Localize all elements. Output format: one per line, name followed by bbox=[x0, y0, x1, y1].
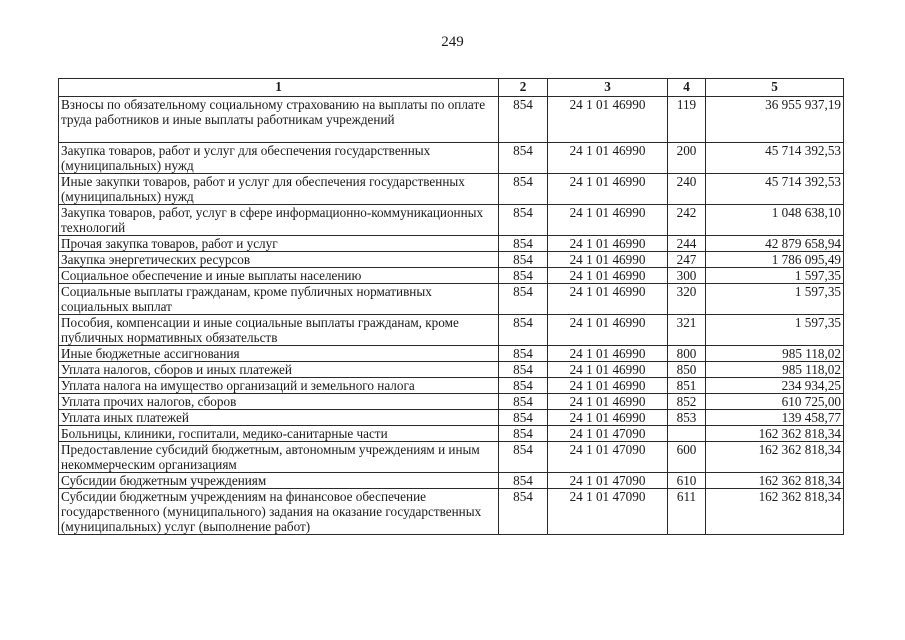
expense-type-cell: 242 bbox=[668, 205, 706, 236]
target-article-cell: 24 1 01 46990 bbox=[548, 410, 668, 426]
row-description: Взносы по обязательному социальному страхованию на выплаты по оплате труда работников и иные выплаты работникам учреждений bbox=[59, 97, 499, 143]
amount-cell: 1 597,35 bbox=[706, 284, 844, 315]
row-description: Иные бюджетные ассигнования bbox=[59, 346, 499, 362]
target-article-cell: 24 1 01 46990 bbox=[548, 268, 668, 284]
table-row bbox=[59, 252, 844, 268]
ministry-code-cell: 854 bbox=[499, 205, 548, 236]
header-row bbox=[59, 79, 844, 97]
table-row bbox=[59, 174, 844, 205]
table-row bbox=[59, 410, 844, 426]
target-article-cell: 24 1 01 47090 bbox=[548, 473, 668, 489]
row-description: Уплата налога на имущество организаций и земельного налога bbox=[59, 378, 499, 394]
ministry-code-cell: 854 bbox=[499, 473, 548, 489]
row-description: Уплата прочих налогов, сборов bbox=[59, 394, 499, 410]
row-description: Пособия, компенсации и иные социальные выплаты гражданам, кроме публичных нормативных обязательств bbox=[59, 315, 499, 346]
amount-cell: 162 362 818,34 bbox=[706, 489, 844, 535]
table-row bbox=[59, 362, 844, 378]
amount-cell: 985 118,02 bbox=[706, 346, 844, 362]
expense-type-cell: 853 bbox=[668, 410, 706, 426]
amount-cell: 234 934,25 bbox=[706, 378, 844, 394]
ministry-code-cell: 854 bbox=[499, 410, 548, 426]
target-article-cell: 24 1 01 46990 bbox=[548, 394, 668, 410]
expense-type-cell: 321 bbox=[668, 315, 706, 346]
ministry-code-cell: 854 bbox=[499, 489, 548, 535]
ministry-code-cell: 854 bbox=[499, 394, 548, 410]
expense-type-cell: 852 bbox=[668, 394, 706, 410]
ministry-code-cell: 854 bbox=[499, 97, 548, 143]
expense-type-cell: 300 bbox=[668, 268, 706, 284]
table-row bbox=[59, 442, 844, 473]
ministry-code-cell: 854 bbox=[499, 174, 548, 205]
row-description: Субсидии бюджетным учреждениям на финансовое обеспечение государственного (муниципального) задания на оказание государственных (муниципальных) услуг (выполнение работ) bbox=[59, 489, 499, 535]
target-article-cell: 24 1 01 46990 bbox=[548, 252, 668, 268]
ministry-code-cell: 854 bbox=[499, 426, 548, 442]
table-row bbox=[59, 97, 844, 143]
table-row bbox=[59, 346, 844, 362]
ministry-code-cell: 854 bbox=[499, 362, 548, 378]
amount-cell: 1 786 095,49 bbox=[706, 252, 844, 268]
table-body bbox=[59, 97, 844, 535]
table-row bbox=[59, 236, 844, 252]
amount-cell: 610 725,00 bbox=[706, 394, 844, 410]
expense-type-cell: 244 bbox=[668, 236, 706, 252]
ministry-code-cell: 854 bbox=[499, 236, 548, 252]
row-description: Больницы, клиники, госпитали, медико-санитарные части bbox=[59, 426, 499, 442]
ministry-code-cell: 854 bbox=[499, 378, 548, 394]
column-header-1: 1 bbox=[59, 79, 499, 97]
amount-cell: 162 362 818,34 bbox=[706, 426, 844, 442]
target-article-cell: 24 1 01 46990 bbox=[548, 346, 668, 362]
row-description: Субсидии бюджетным учреждениям bbox=[59, 473, 499, 489]
expense-type-cell: 600 bbox=[668, 442, 706, 473]
target-article-cell: 24 1 01 46990 bbox=[548, 205, 668, 236]
page-number: 249 bbox=[441, 34, 464, 50]
ministry-code-cell: 854 bbox=[499, 346, 548, 362]
ministry-code-cell: 854 bbox=[499, 442, 548, 473]
amount-cell: 36 955 937,19 bbox=[706, 97, 844, 143]
table-row bbox=[59, 489, 844, 535]
column-header-3: 3 bbox=[548, 79, 668, 97]
table-row bbox=[59, 205, 844, 236]
table-row bbox=[59, 426, 844, 442]
table-header bbox=[59, 79, 844, 97]
target-article-cell: 24 1 01 46990 bbox=[548, 97, 668, 143]
expense-type-cell: 320 bbox=[668, 284, 706, 315]
row-description: Закупка энергетических ресурсов bbox=[59, 252, 499, 268]
ministry-code-cell: 854 bbox=[499, 315, 548, 346]
column-header-4: 4 bbox=[668, 79, 706, 97]
amount-cell: 42 879 658,94 bbox=[706, 236, 844, 252]
target-article-cell: 24 1 01 46990 bbox=[548, 315, 668, 346]
target-article-cell: 24 1 01 46990 bbox=[548, 236, 668, 252]
column-header-5: 5 bbox=[706, 79, 844, 97]
target-article-cell: 24 1 01 46990 bbox=[548, 174, 668, 205]
expense-type-cell: 240 bbox=[668, 174, 706, 205]
amount-cell: 139 458,77 bbox=[706, 410, 844, 426]
row-description: Прочая закупка товаров, работ и услуг bbox=[59, 236, 499, 252]
target-article-cell: 24 1 01 47090 bbox=[548, 489, 668, 535]
amount-cell: 162 362 818,34 bbox=[706, 473, 844, 489]
amount-cell: 1 597,35 bbox=[706, 268, 844, 284]
ministry-code-cell: 854 bbox=[499, 268, 548, 284]
expense-type-cell: 800 bbox=[668, 346, 706, 362]
ministry-code-cell: 854 bbox=[499, 252, 548, 268]
amount-cell: 985 118,02 bbox=[706, 362, 844, 378]
expense-type-cell: 611 bbox=[668, 489, 706, 535]
target-article-cell: 24 1 01 46990 bbox=[548, 284, 668, 315]
budget-table bbox=[58, 78, 844, 535]
ministry-code-cell: 854 bbox=[499, 143, 548, 174]
amount-cell: 1 597,35 bbox=[706, 315, 844, 346]
expense-type-cell: 200 bbox=[668, 143, 706, 174]
row-description: Социальные выплаты гражданам, кроме публичных нормативных социальных выплат bbox=[59, 284, 499, 315]
column-header-2: 2 bbox=[499, 79, 548, 97]
target-article-cell: 24 1 01 47090 bbox=[548, 426, 668, 442]
row-description: Иные закупки товаров, работ и услуг для обеспечения государственных (муниципальных) нужд bbox=[59, 174, 499, 205]
table-row bbox=[59, 378, 844, 394]
expense-type-cell: 610 bbox=[668, 473, 706, 489]
expense-type-cell: 851 bbox=[668, 378, 706, 394]
target-article-cell: 24 1 01 47090 bbox=[548, 442, 668, 473]
table-row bbox=[59, 394, 844, 410]
row-description: Закупка товаров, работ и услуг для обеспечения государственных (муниципальных) нужд bbox=[59, 143, 499, 174]
row-description: Закупка товаров, работ, услуг в сфере информационно-коммуникационных технологий bbox=[59, 205, 499, 236]
table-row bbox=[59, 143, 844, 174]
amount-cell: 45 714 392,53 bbox=[706, 143, 844, 174]
ministry-code-cell: 854 bbox=[499, 284, 548, 315]
target-article-cell: 24 1 01 46990 bbox=[548, 143, 668, 174]
table-row bbox=[59, 268, 844, 284]
row-description: Социальное обеспечение и иные выплаты населению bbox=[59, 268, 499, 284]
table-row bbox=[59, 284, 844, 315]
row-description: Предоставление субсидий бюджетным, автономным учреждениям и иным некоммерческим организациям bbox=[59, 442, 499, 473]
row-description: Уплата иных платежей bbox=[59, 410, 499, 426]
table-row bbox=[59, 473, 844, 489]
amount-cell: 162 362 818,34 bbox=[706, 442, 844, 473]
expense-type-cell: 247 bbox=[668, 252, 706, 268]
target-article-cell: 24 1 01 46990 bbox=[548, 378, 668, 394]
target-article-cell: 24 1 01 46990 bbox=[548, 362, 668, 378]
expense-type-cell bbox=[668, 426, 706, 442]
amount-cell: 1 048 638,10 bbox=[706, 205, 844, 236]
expense-type-cell: 850 bbox=[668, 362, 706, 378]
amount-cell: 45 714 392,53 bbox=[706, 174, 844, 205]
row-description: Уплата налогов, сборов и иных платежей bbox=[59, 362, 499, 378]
expense-type-cell: 119 bbox=[668, 97, 706, 143]
table-row bbox=[59, 315, 844, 346]
